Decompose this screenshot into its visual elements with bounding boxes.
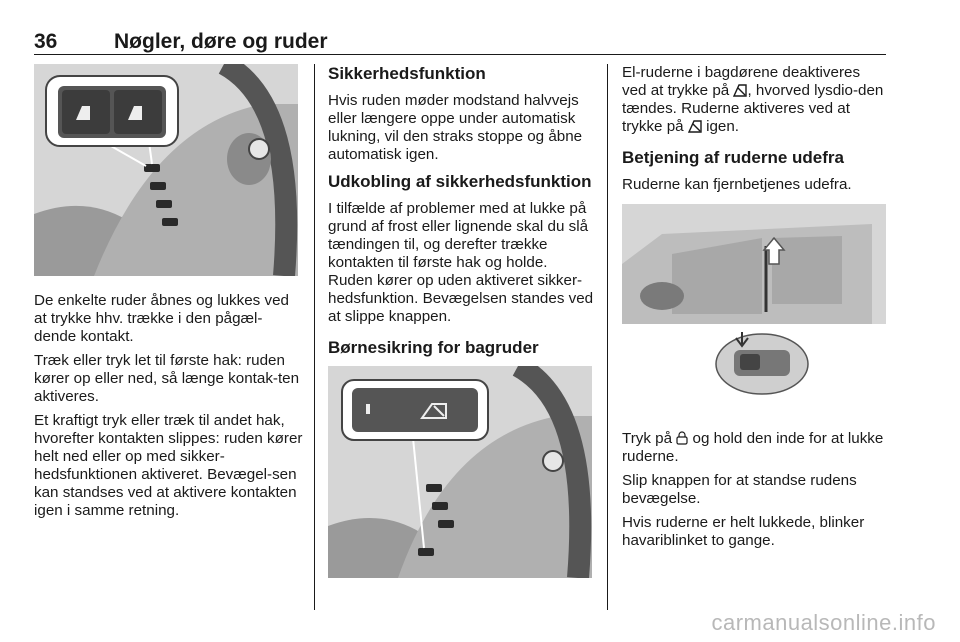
column-divider-right [607, 64, 608, 610]
column-divider-left [314, 64, 315, 610]
text-segment: igen. [701, 118, 739, 135]
text-segment: og hold den inde for at lukke ruderne. [622, 430, 884, 465]
remote-key-window-illustration [622, 204, 886, 416]
door-window-switch-illustration [34, 64, 298, 276]
paragraph-rear-windows-disable [622, 64, 886, 136]
header-divider [34, 54, 886, 55]
page-title: Nøgler, døre og ruder [114, 30, 328, 53]
column-2 [328, 64, 598, 578]
paragraph-stop-window: Slip knappen for at standse rudens bevægelse. [622, 472, 857, 507]
text-segment: Tryk på [622, 430, 677, 447]
paragraph-remote-close [622, 430, 886, 466]
text-segment: El-ruderne i bagdørene deaktiveres ved at trykke på [622, 64, 861, 99]
heading-safety-function: Sikkerhedsfunktion [328, 64, 486, 83]
paragraph-hazard-blink: Hvis ruderne er helt lukkede, blinker havariblinket to gange. [622, 514, 865, 549]
paragraph-first-notch: Træk eller tryk let til første hak: ruden kører op eller ned, så længe kontak-ten aktiveres. [34, 352, 300, 405]
paragraph-no-safety-function: Ruden kører op uden aktiveret sikker-hedsfunktion. Bevægelsen standes ved at slippe knappen. [328, 272, 594, 325]
paragraph-window-operation: De enkelte ruder åbnes og lukkes ved at trykke hhv. trække i den pågæl-dende kontakt. [34, 292, 289, 345]
heading-remote-operation: Betjening af ruderne udefra [622, 148, 844, 167]
heading-child-lock: Børnesikring for bagruder [328, 338, 539, 357]
page-number: 36 [34, 30, 58, 53]
column-1 [34, 64, 304, 526]
child-lock-switch-illustration [328, 366, 592, 578]
column-3 [622, 64, 886, 556]
paragraph-second-notch: Et kraftigt tryk eller træk til andet hak, hvorefter kontakten slippes: ruden kører helt ned eller op med sikker-hedsfunktionen aktiveret. Bevægel-sen kan standses ved at aktivere kontakten igen i samme retning. [34, 412, 303, 519]
padlock-icon [676, 431, 688, 445]
paragraph-safety-function: Hvis ruden møder modstand halvvejs eller længere oppe under automatisk lukning, vil den straks stoppe og åbne automatisk igen. [328, 92, 583, 163]
watermark: carmanualsonline.info [711, 610, 936, 635]
page-header [34, 30, 886, 54]
paragraph-remote-operation: Ruderne kan fjernbetjenes udefra. [622, 176, 852, 193]
paragraph-disable-steps: I tilfælde af problemer med at lukke på grund af frost eller lignende skal du slå tændingen til, og derefter trække kontakten til første hak og holde. [328, 200, 589, 271]
window-lock-icon [688, 120, 702, 133]
text-segment: , hvorved lysdio-den tændes. Ruderne aktiveres ved at trykke på [622, 82, 884, 135]
heading-disable-safety-function: Udkobling af sikkerhedsfunktion [328, 172, 592, 191]
window-lock-icon [733, 84, 747, 97]
